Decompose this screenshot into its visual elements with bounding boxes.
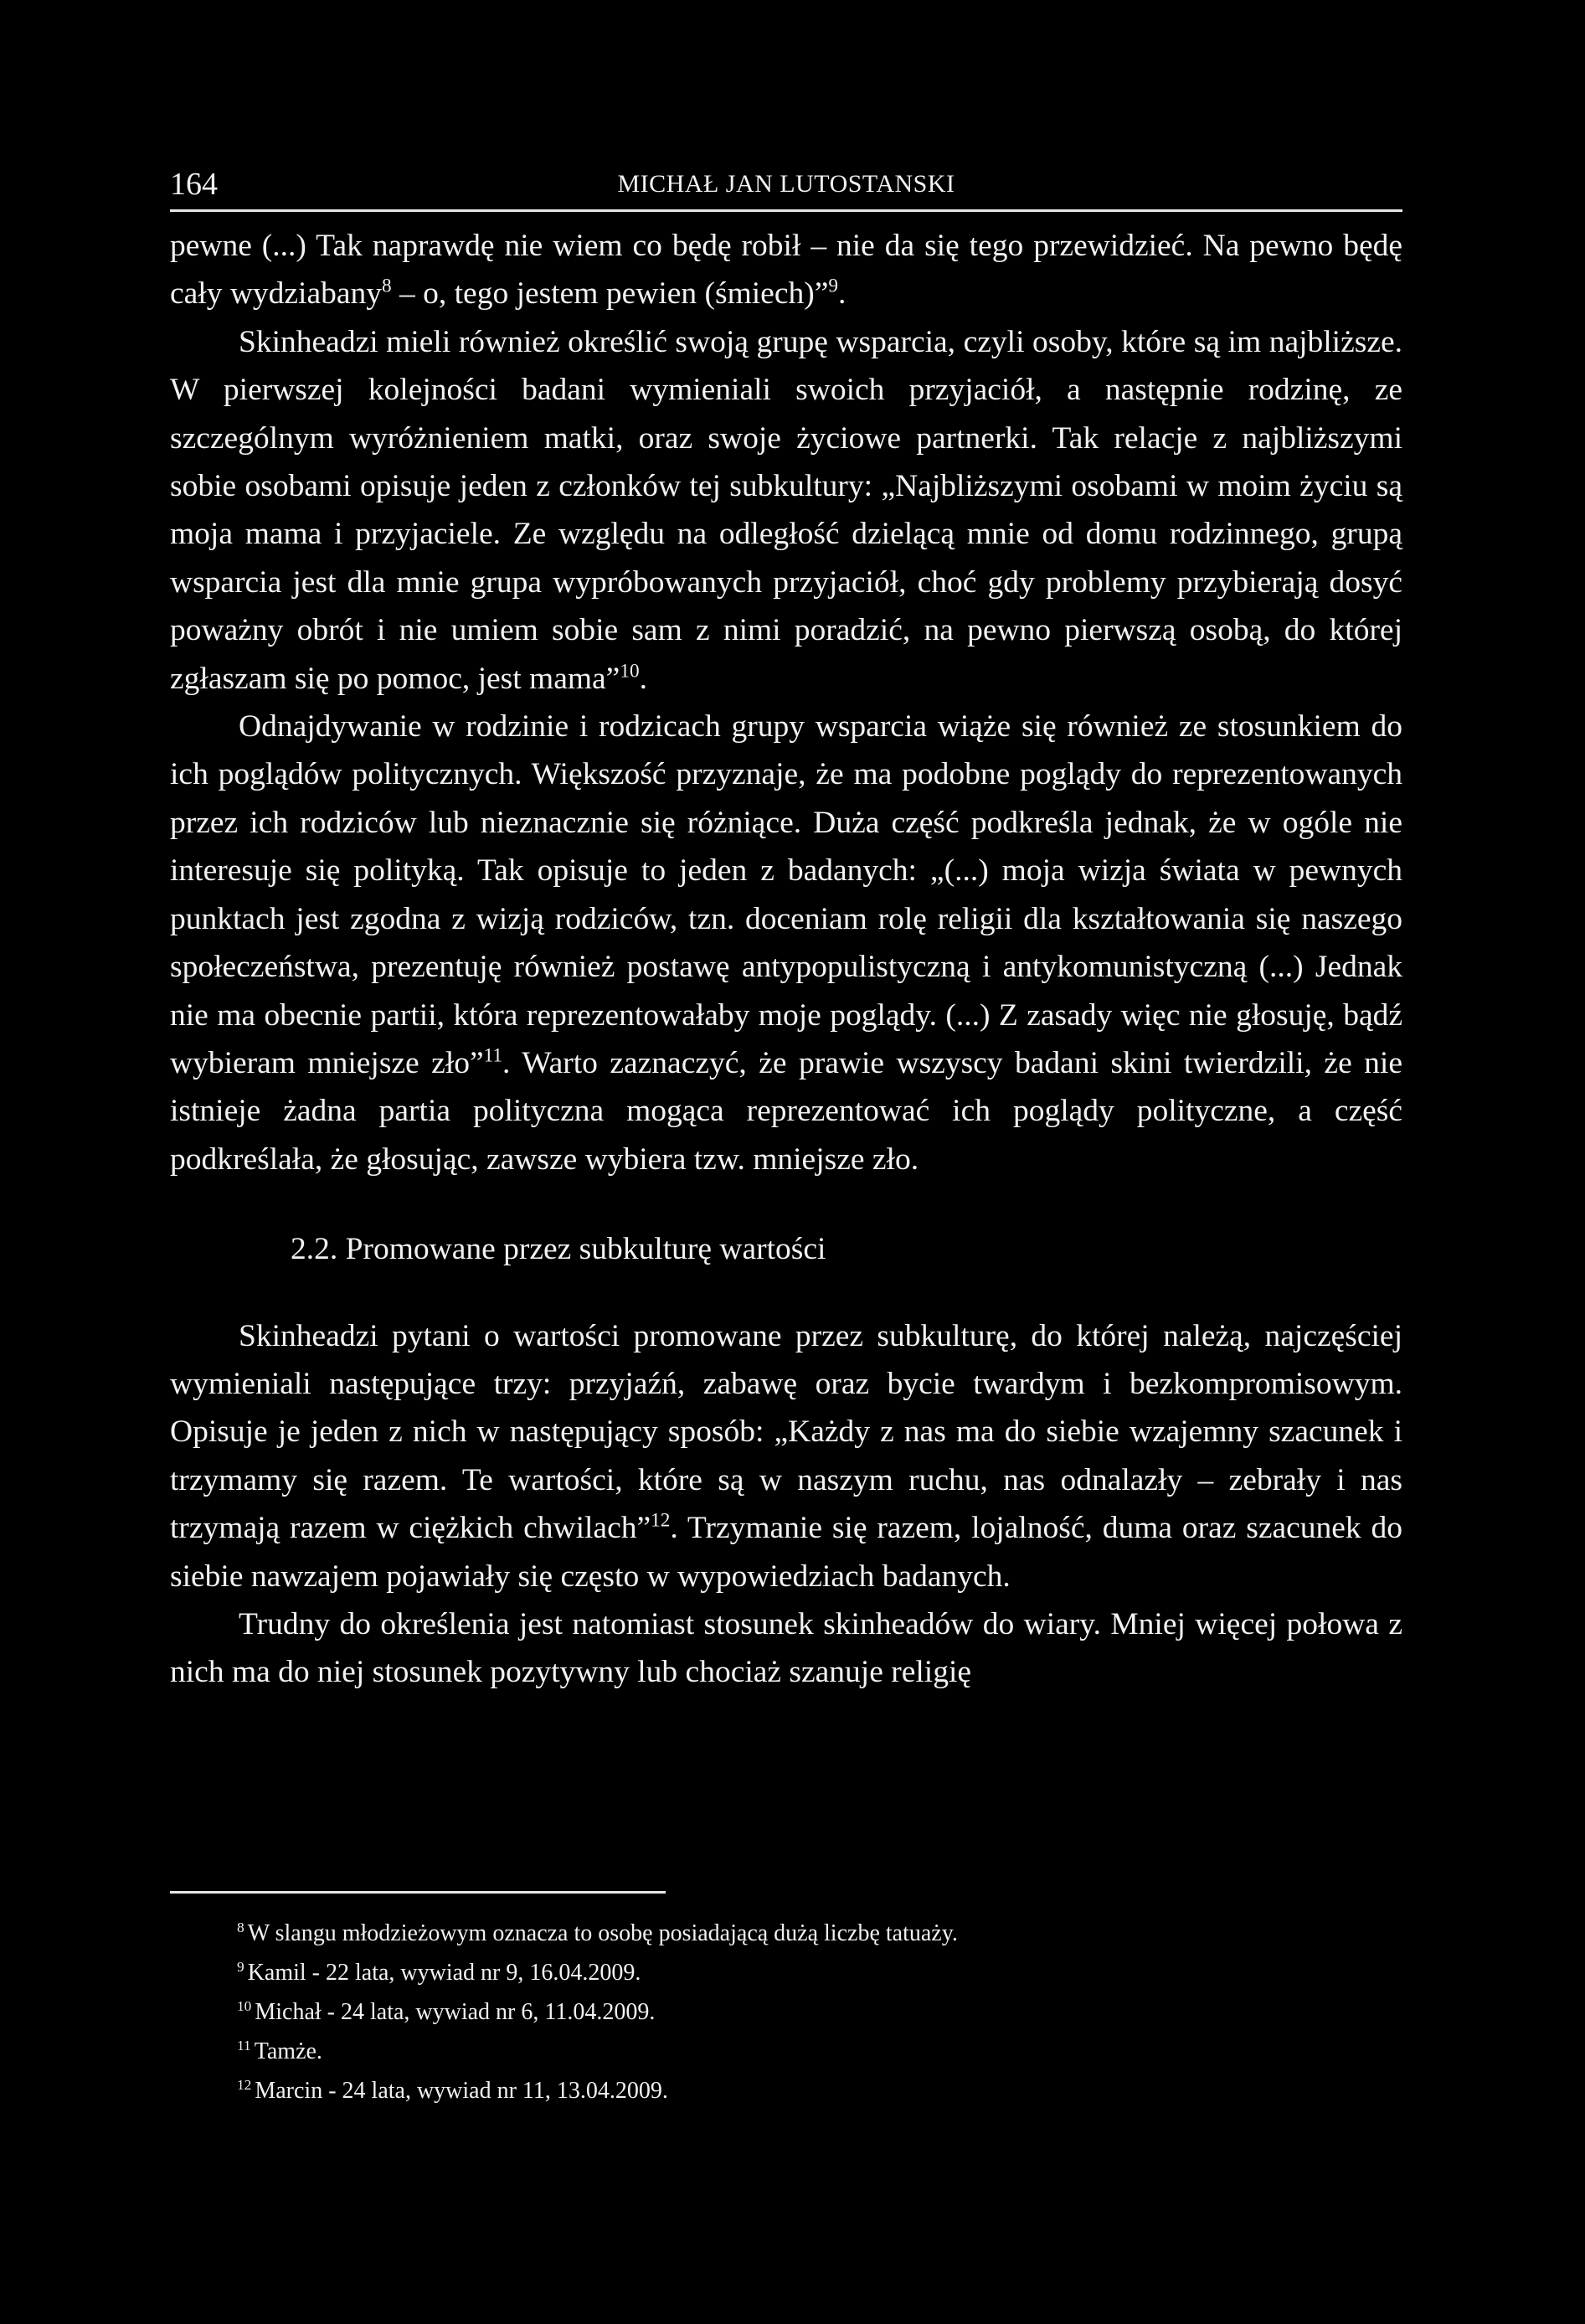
paragraph: Skinheadzi mieli również określić swoją grupę wsparcia, czyli osoby, które są im najbliższe. W pierwszej kolejności badani wymieniali swoich przyjaciół, a następnie rodzinę, ze szczególnym wyróżnieniem matki, oraz swoje życiowe partnerki. Tak relacje z najbliższymi sobie osobami opisuje jeden z członków tej subkultury: „Najbliższymi osobami w moim życiu są moja mama i przyjaciele. Ze względu na odległość dzielącą mnie od domu rodzinnego, grupą wsparcia jest dla mnie grupa wypróbowanych przyjaciół, choć gdy problemy przybierają dosyć poważny obrót i nie umiem sobie sam z nimi poradzić, na pewno pierwszą osobą, do której zgłaszam się po pomoc, jest mama”$^{10}$. [170,324,1402,696]
paragraph: Trudny do określenia jest natomiast stosunek skinheadów do wiary. Mniej więcej połowa z nich ma do niej stosunek pozytywny lub chociaż szanuje religię [170,1606,1402,1690]
footnote-ref: 9 [828,275,838,297]
paragraph-continued: pewne (...) Tak naprawdę nie wiem co będę robił – nie da się tego przewidzieć. Na pewno będę cały wydziabany$^8$ – o, tego jestem pewien (śmiech)”$^9$. [170,229,1402,312]
footnote-ref: 8 [382,275,392,297]
section-heading: 2.2. Promowane przez subkulturę wartości [291,1232,826,1267]
footnote: $^{11}$ Tamże. [237,2037,322,2064]
footnote-ref: 11 [483,1044,503,1067]
footnote: $^8$ W slangu młodzieżowym oznacza to osobę posiadającą dużą liczbę tatuaży. [237,1919,958,1946]
footnote: $^{12}$ Marcin - 24 lata, wywiad nr 11, 13.04.2009. [237,2076,668,2104]
footnote: $^9$ Kamil - 22 lata, wywiad nr 9, 16.04.2009. [237,1958,641,1986]
paragraph: Odnajdywanie w rodzinie i rodzicach grupy wsparcia wiąże się również ze stosunkiem do ich poglądów politycznych. Większość przyznaje, że ma podobne poglądy do reprezentowanych przez ich rodziców lub nieznacznie się różniące. Duża część podkreśla jednak, że w ogóle nie interesuje się polityką. Tak opisuje to jeden z badanych: „(...) moja wizja świata w pewnych punktach jest zgodna z wizją rodziców, tzn. doceniam rolę religii dla kształtowania się naszego społeczeństwa, prezentuję również postawę antypopulistyczną i antykomunistyczną (...) Jednak nie ma obecnie partii, która reprezentowałaby moje poglądy. (...) Z zasady więc nie głosuję, bądź wybieram mniejsze zło”$^{11}$. Warto zaznaczyć, że prawie wszyscy badani skini twierdzili, że nie istnieje żadna partia polityczna mogąca reprezentować ich poglądy polityczne, a część podkreślała, że głosując, zawsze wybiera tzw. mniejsze zło. [170,709,1402,1177]
running-head-author: MICHAŁ JAN LUTOSTANSKI [617,170,955,198]
footnote: $^{10}$ Michał - 24 lata, wywiad nr 6, 11.04.2009. [237,1997,656,2025]
footnote-ref: 10 [620,660,640,683]
page-number: 164 [170,167,218,202]
footnote-separator [170,1891,666,1894]
footnotes [237,1914,1392,2110]
main-text [170,222,1402,1697]
footnote-ref: 12 [651,1509,671,1532]
paragraph: Skinheadzi pytani o wartości promowane przez subkulturę, do której należą, najczęściej wymieniali następujące trzy: przyjaźń, zabawę oraz bycie twardym i bezkompromisowym. Opisuje je jeden z nich w następujący sposób: „Każdy z nas ma do siebie wzajemny szacunek i trzymamy się razem. Te wartości, które są w naszym ruchu, nas odnalazły – zebrały i nas trzymają razem w ciężkich chwilach”$^{12}$. Trzymanie się razem, lojalność, duma oraz szacunek do siebie nawzajem pojawiały się często w wypowiedziach badanych. [170,1318,1402,1594]
page-header [170,159,1402,212]
